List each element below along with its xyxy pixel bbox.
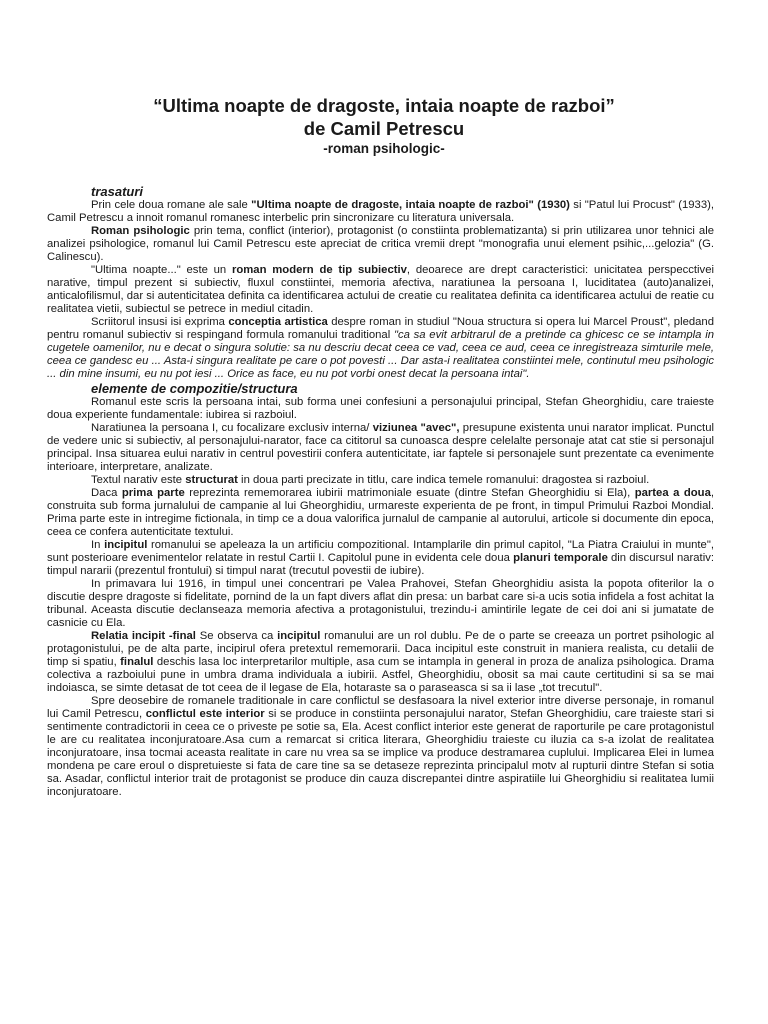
text-run: si se produce in constiinta personajului narator, Stefan Gheorghidiu, care traieste stari si sentimente contradictorii in ceea ce o priveste pe sotie sa, Ela. Acest conflict interior este generat de raporturile pe care protagonistul le are cu realitatea inconjuratoare.Asa cum a remarcat si critica literara, Gheorghidiu traieste cu iluzia ca s-a izolat de realitatea inconjuratoare, insa tocmai aceasta realitate in care nu vrea sa se implice va produce destramarea cuplului. Implicarea Elei in lumea mondena pe care eroul o dispretuieste si fata de care tine sa se detaseze reprezinta principalul motv al rupturii dintre Stefan si sotia sa. Asadar, conflictul interior trait de protagonist se produce din cauza discrepantei dintre aspiratiile lui Gheorghidiu si realitatea lumii inconjuratoare. (47, 708, 714, 798)
text-run: Scriitorul insusi isi exprima (91, 316, 229, 328)
bold-text: partea a doua (634, 487, 711, 499)
text-run: in doua parti precizate in titlu, care indica temele romanului: dragostea si razboiul. (237, 474, 650, 486)
bold-text: structurat (185, 474, 238, 486)
italic-quote: "ca sa evit arbitrarul de a pretinde ca ghicesc ce se intampla in cugetele oamenilor, nu e decat o singura solutie: sa nu descriu decat ceea ce vad, ceea ce aud, ceea ce inregistreaza simturile mele, ceea ce gandesc eu ... Asta-i singura realitate pe care o pot povesti ... Dar asta-i realitatea constiintei mele, continutul meu psihologic ... din mine insumi, eu nu pot iesi ... Orice as face, eu nu pot vorbi onest decat la persoana intai". (47, 329, 714, 380)
bold-text: finalul (120, 656, 154, 668)
bold-text: conflictul este interior (145, 708, 265, 720)
text-run: si "Patul lui Procust" (1933), Camil Petrescu a innoit romanul romanesc interbelic prin sincronizare cu literatura universala. (47, 199, 715, 224)
paragraph (47, 539, 714, 578)
text-run: In (91, 539, 105, 551)
text-run: Daca (91, 487, 122, 499)
paragraph: Romanul este scris la persoana intai, sub forma unei confesiuni a personajului principal, Stefan Gheorghidiu, care traieste doua experiente fundamentale: iubirea si razboiul. (47, 396, 714, 421)
text-run: , construita sub forma jurnalului de campanie al lui Gheorghidiu, urmareste experienta de pe front, in timpul Primului Razboi Mondial. Prima parte este in intregime fictionala, in timp ce a doua valorifica jurnalul de campanie al autorului, articole si documente din epoca, ceea ce confera autenticitate textului. (47, 487, 714, 538)
bold-text: incipitul (104, 539, 148, 551)
bold-text: planuri temporale (513, 552, 608, 564)
bold-text: Relatia incipit -final (91, 630, 196, 642)
bold-text: prima parte (121, 487, 185, 499)
title-block (0, 94, 768, 157)
text-run: reprezinta rememorarea iubirii matrimoniale esuate (dintre Stefan Gheorghidiu si Ela), (184, 487, 635, 499)
paragraph (47, 695, 714, 799)
paragraph (47, 316, 714, 381)
text-run: romanului are un rol dublu. Pe de o parte se creeaza un portret psihologic al protagonistului, pe de alta parte, incipirul ofera pretextul rememorarii. Daca incipitul este construit in maniera realista, cu detalii de timp si spatiu, (47, 630, 715, 668)
text-run: Prin cele doua romane ale sale (91, 199, 252, 211)
text-run: din discursul narativ: timpul nararii (prezentul frontului) si timpul narat (trecutul povestii de iubire). (47, 552, 714, 577)
paragraph (47, 474, 714, 487)
text-run: romanului se apeleaza la un artificiu compozitional. Intamplarile din primul capitol, "La Piatra Craiului in munte", sunt posterioare evenimentelor relatate in restul Cartii I. Capitolul pune in evidenta cele doua (47, 539, 714, 564)
bold-text: incipitul (277, 630, 321, 642)
text-run: deschis lasa loc interpretarilor multiple, asa cum se intampla in general in proza de analiza psihologica. Drama colectiva a razboiului pune in umbra drama individuala a iubirii. Astfel, Gheorghidiu, obosit sa mai caute certitudini si sa se mai indoiasca, se simte detasat de tot ceea de il legase de Ela, hotaraste sa o paraseasca si sa ii lase „tot trecutul". (47, 656, 714, 694)
bold-text: roman modern de tip subiectiv (231, 264, 407, 276)
document-author: de Camil Petrescu (303, 118, 465, 139)
paragraph (47, 422, 714, 474)
bold-text: Roman psihologic (91, 225, 190, 237)
text-run: Naratiunea la persoana I, cu focalizare exclusiv interna/ (91, 422, 373, 434)
text-run: prin tema, conflict (interior), protagonist (o constiinta problematizanta) si prin utilizarea unor tehnici ale analizei psihologice, romanul lui Camil Petrescu este apreciat de critica vremii drept "monografia unui element psihic,...gelozia" (G. Calinescu). (47, 225, 714, 263)
paragraph (47, 630, 714, 695)
document-body (47, 184, 714, 799)
text-run: Se observa ca (195, 630, 278, 642)
bold-text: conceptia artistica (228, 316, 328, 328)
document-title: “Ultima noapte de dragoste, intaia noapte de razboi” (153, 95, 615, 116)
section-heading-trasaturi: trasaturi (91, 184, 144, 199)
paragraph (47, 264, 714, 316)
bold-text: "Ultima noapte de dragoste, intaia noapte de razboi" (1930) (251, 199, 570, 211)
paragraph (47, 199, 714, 225)
text-run: Textul narativ este (91, 474, 186, 486)
text-run: presupune existenta unui narator implicat. Punctul de vedere unic si subiectiv, al personajului-narator, face ca cititorul sa cunoasca despre celelalte personaje atat cat stie si personajul principal. Insa situarea eului narativ in centrul povestirii confera autenticitate, iar faptele si personajele sunt prezentate ca evenimente interioare, interpretare, analizate. (47, 422, 714, 473)
bold-text: viziunea "avec", (372, 422, 460, 434)
text-run: "Ultima noapte..." este un (91, 264, 232, 276)
paragraph: In primavara lui 1916, in timpul unei concentrari pe Valea Prahovei, Stefan Gheorghidiu asista la popota ofiterilor la o discutie despre dragoste si fidelitate, pornind de la un fapt divers aflat din presa: un barbat care si-a ucis sotia infidela a fost achitat la tribunal. Aceasta discutie declanseaza memoria afectiva a protagonistului, trezindu-i amintirile legate de cei doi ani si jumatate de casnicie cu Ela. (47, 578, 714, 629)
paragraph (47, 487, 714, 539)
paragraph (47, 225, 714, 264)
section-heading-compozitie: elemente de compozitie/structura (91, 381, 298, 396)
text-run: Spre deosebire de romanele traditionale in care conflictul se desfasoara la nivel exterior intre diverse personaje, in romanul lui Camil Petrescu, (47, 695, 714, 720)
text-run: , deoarece are drept caracteristici: unicitatea perspecctivei narative, timpul prezent si subiectiv, fluxul constiintei, memoria afectiva, naratiunea la persoana I, luciditatea (auto)analizei, anticalofilismul, dar si autenticitatea definita ca identificarea actului de creatie cu realitatea definita ca identificarea actului de reatie cu realitatea vietii, subiectul se petrece in mediul citadin. (47, 264, 714, 315)
document-subtitle: -roman psihologic- (323, 141, 445, 156)
text-run: despre roman in studiul "Noua structura si opera lui Marcel Proust", pledand pentru romanul subiectiv si respingand formula romanului traditional (47, 316, 714, 341)
